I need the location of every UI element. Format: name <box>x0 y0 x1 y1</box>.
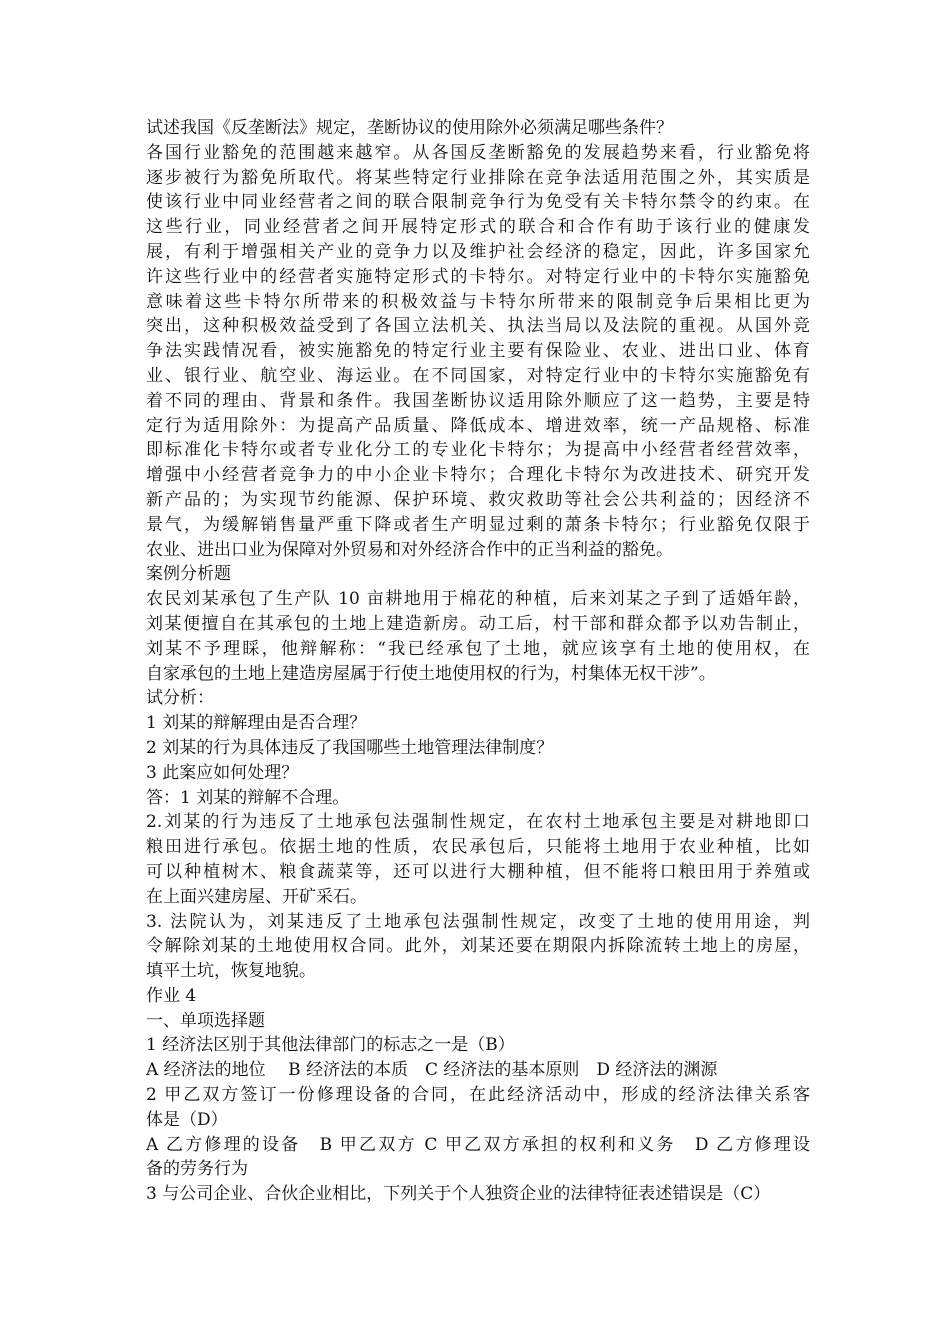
text-line: 令解除刘某的土地使用权合同。此外，刘某还要在期限内拆除流转土地上的房屋， <box>146 936 810 957</box>
answer-2 <box>146 810 810 909</box>
list-item: 2 甲乙双方签订一份修理设备的合同，在此经济活动中，形成的经济法律关系客 <box>146 1085 810 1106</box>
text-line: 景气，为缓解销售量严重下降或者生产明显过剩的萧条卡特尔；行业豁免仅限于 <box>146 514 810 535</box>
answer-1: 答：1 刘某的辩解不合理。 <box>146 787 350 808</box>
text-line: 业、银行业、航空业、海运业。在不同国家，对特定行业中的卡特尔实施豁免有 <box>146 365 810 386</box>
text-line: 2.刘某的行为违反了土地承包法强制性规定，在农村土地承包主要是对耕地即口 <box>146 812 810 833</box>
text-line: 农民刘某承包了生产队 10 亩耕地用于棉花的种植，后来刘某之子到了适婚年龄， <box>146 589 810 610</box>
text-line: 使该行业中同业经营者之间的联合限制竞争行为免受有关卡特尔禁令的约束。在 <box>146 192 810 213</box>
document-page <box>146 116 810 1207</box>
text-line: 突出，这种积极效益受到了各国立法机关、执法当局以及法院的重视。从国外竞 <box>146 316 810 337</box>
analysis-label: 试分析： <box>146 688 214 709</box>
answer-3 <box>146 910 810 984</box>
text-line: 展，有利于增强相关产业的竞争力以及维护社会经济的稳定，因此，许多国家允 <box>146 241 810 262</box>
list-item: 备的劳务行为 <box>146 1159 248 1180</box>
list-item: 体是（D） <box>146 1109 228 1130</box>
list-item: 1 经济法区别于其他法律部门的标志之一是（B） <box>146 1035 515 1056</box>
text-line: 可以种植树木、粮食蔬菜等，还可以进行大棚种植，但不能将口粮田用于养殖或 <box>146 861 810 882</box>
list-item: 1 刘某的辩解理由是否合理？ <box>146 713 367 734</box>
text-line: 新产品的；为实现节约能源、保护环境、救灾救助等社会公共利益的；因经济不 <box>146 489 810 510</box>
list-item: A 经济法的地位 B 经济法的本质 C 经济法的基本原则 D 经济法的渊源 <box>146 1060 718 1081</box>
text-line: 许这些行业中的经营者实施特定形式的卡特尔。对特定行业中的卡特尔实施豁免 <box>146 266 810 287</box>
list-item: 3 与公司企业、合伙企业相比，下列关于个人独资企业的法律特征表述错误是（C） <box>146 1184 771 1205</box>
text-line: 农业、进出口业为保障对外贸易和对外经济合作中的正当利益的豁免。 <box>146 539 673 560</box>
question-list <box>146 711 810 785</box>
question-title: 试述我国《反垄断法》规定，垄断协议的使用除外必须满足哪些条件？ <box>146 118 673 138</box>
case-text <box>146 587 810 686</box>
text-line: 刘某不予理睬，他辩解称：“我已经承包了土地，就应该享有土地的使用权，在 <box>146 638 810 659</box>
text-line: 刘某便擅自在其承包的土地上建造新房。动工后，村干部和群众都予以劝告制止， <box>146 613 810 634</box>
text-line: 在上面兴建房屋、开矿采石。 <box>146 886 367 907</box>
multiple-choice-list <box>146 1033 810 1207</box>
text-line: 这些行业，同业经营者之间开展特定形式的联合和合作有助于该行业的健康发 <box>146 217 810 238</box>
text-line: 自家承包的土地上建造房屋属于行使土地使用权的行为，村集体无权干涉”。 <box>146 663 716 684</box>
text-line: 逐步被行为豁免所取代。将某些特定行业排除在竞争法适用范围之外，其实质是 <box>146 167 810 188</box>
text-line: 3. 法院认为，刘某违反了土地承包法强制性规定，改变了土地的使用用途，判 <box>146 911 810 932</box>
section-heading: 一、单项选择题 <box>146 1010 265 1031</box>
text-line: 粮田进行承包。依据土地的性质，农民承包后，只能将土地用于农业种植，比如 <box>146 837 810 858</box>
text-line: 填平土坑，恢复地貌。 <box>146 961 316 982</box>
text-line: 争法实践情况看，被实施豁免的特定行业主要有保险业、农业、进出口业、体育 <box>146 341 810 362</box>
text-line: 着不同的理由、背景和条件。我国垄断协议适用除外顺应了这一趋势，主要是特 <box>146 390 810 411</box>
list-item: 3 此案应如何处理？ <box>146 762 299 783</box>
text-line: 增强中小经营者竞争力的中小企业卡特尔；合理化卡特尔为改进技术、研究开发 <box>146 465 810 486</box>
list-item: 2 刘某的行为具体违反了我国哪些土地管理法律制度？ <box>146 737 554 758</box>
text-line: 各国行业豁免的范围越来越窄。从各国反垄断豁免的发展趋势来看，行业豁免将 <box>146 142 810 163</box>
text-line: 即标准化卡特尔或者专业化分工的专业化卡特尔；为提高中小经营者经营效率， <box>146 440 810 461</box>
homework-heading: 作业 4 <box>146 985 197 1006</box>
list-item: A 乙方修理的设备 B 甲乙双方 C 甲乙双方承担的权利和义务 D 乙方修理设 <box>146 1134 810 1155</box>
case-heading: 案例分析题 <box>146 564 231 585</box>
answer-paragraph <box>146 141 810 563</box>
text-line: 意味着这些卡特尔所带来的积极效益与卡特尔所带来的限制竞争后果相比更为 <box>146 291 810 312</box>
text-line: 定行为适用除外：为提高产品质量、降低成本、增进效率，统一产品规格、标准 <box>146 415 810 436</box>
